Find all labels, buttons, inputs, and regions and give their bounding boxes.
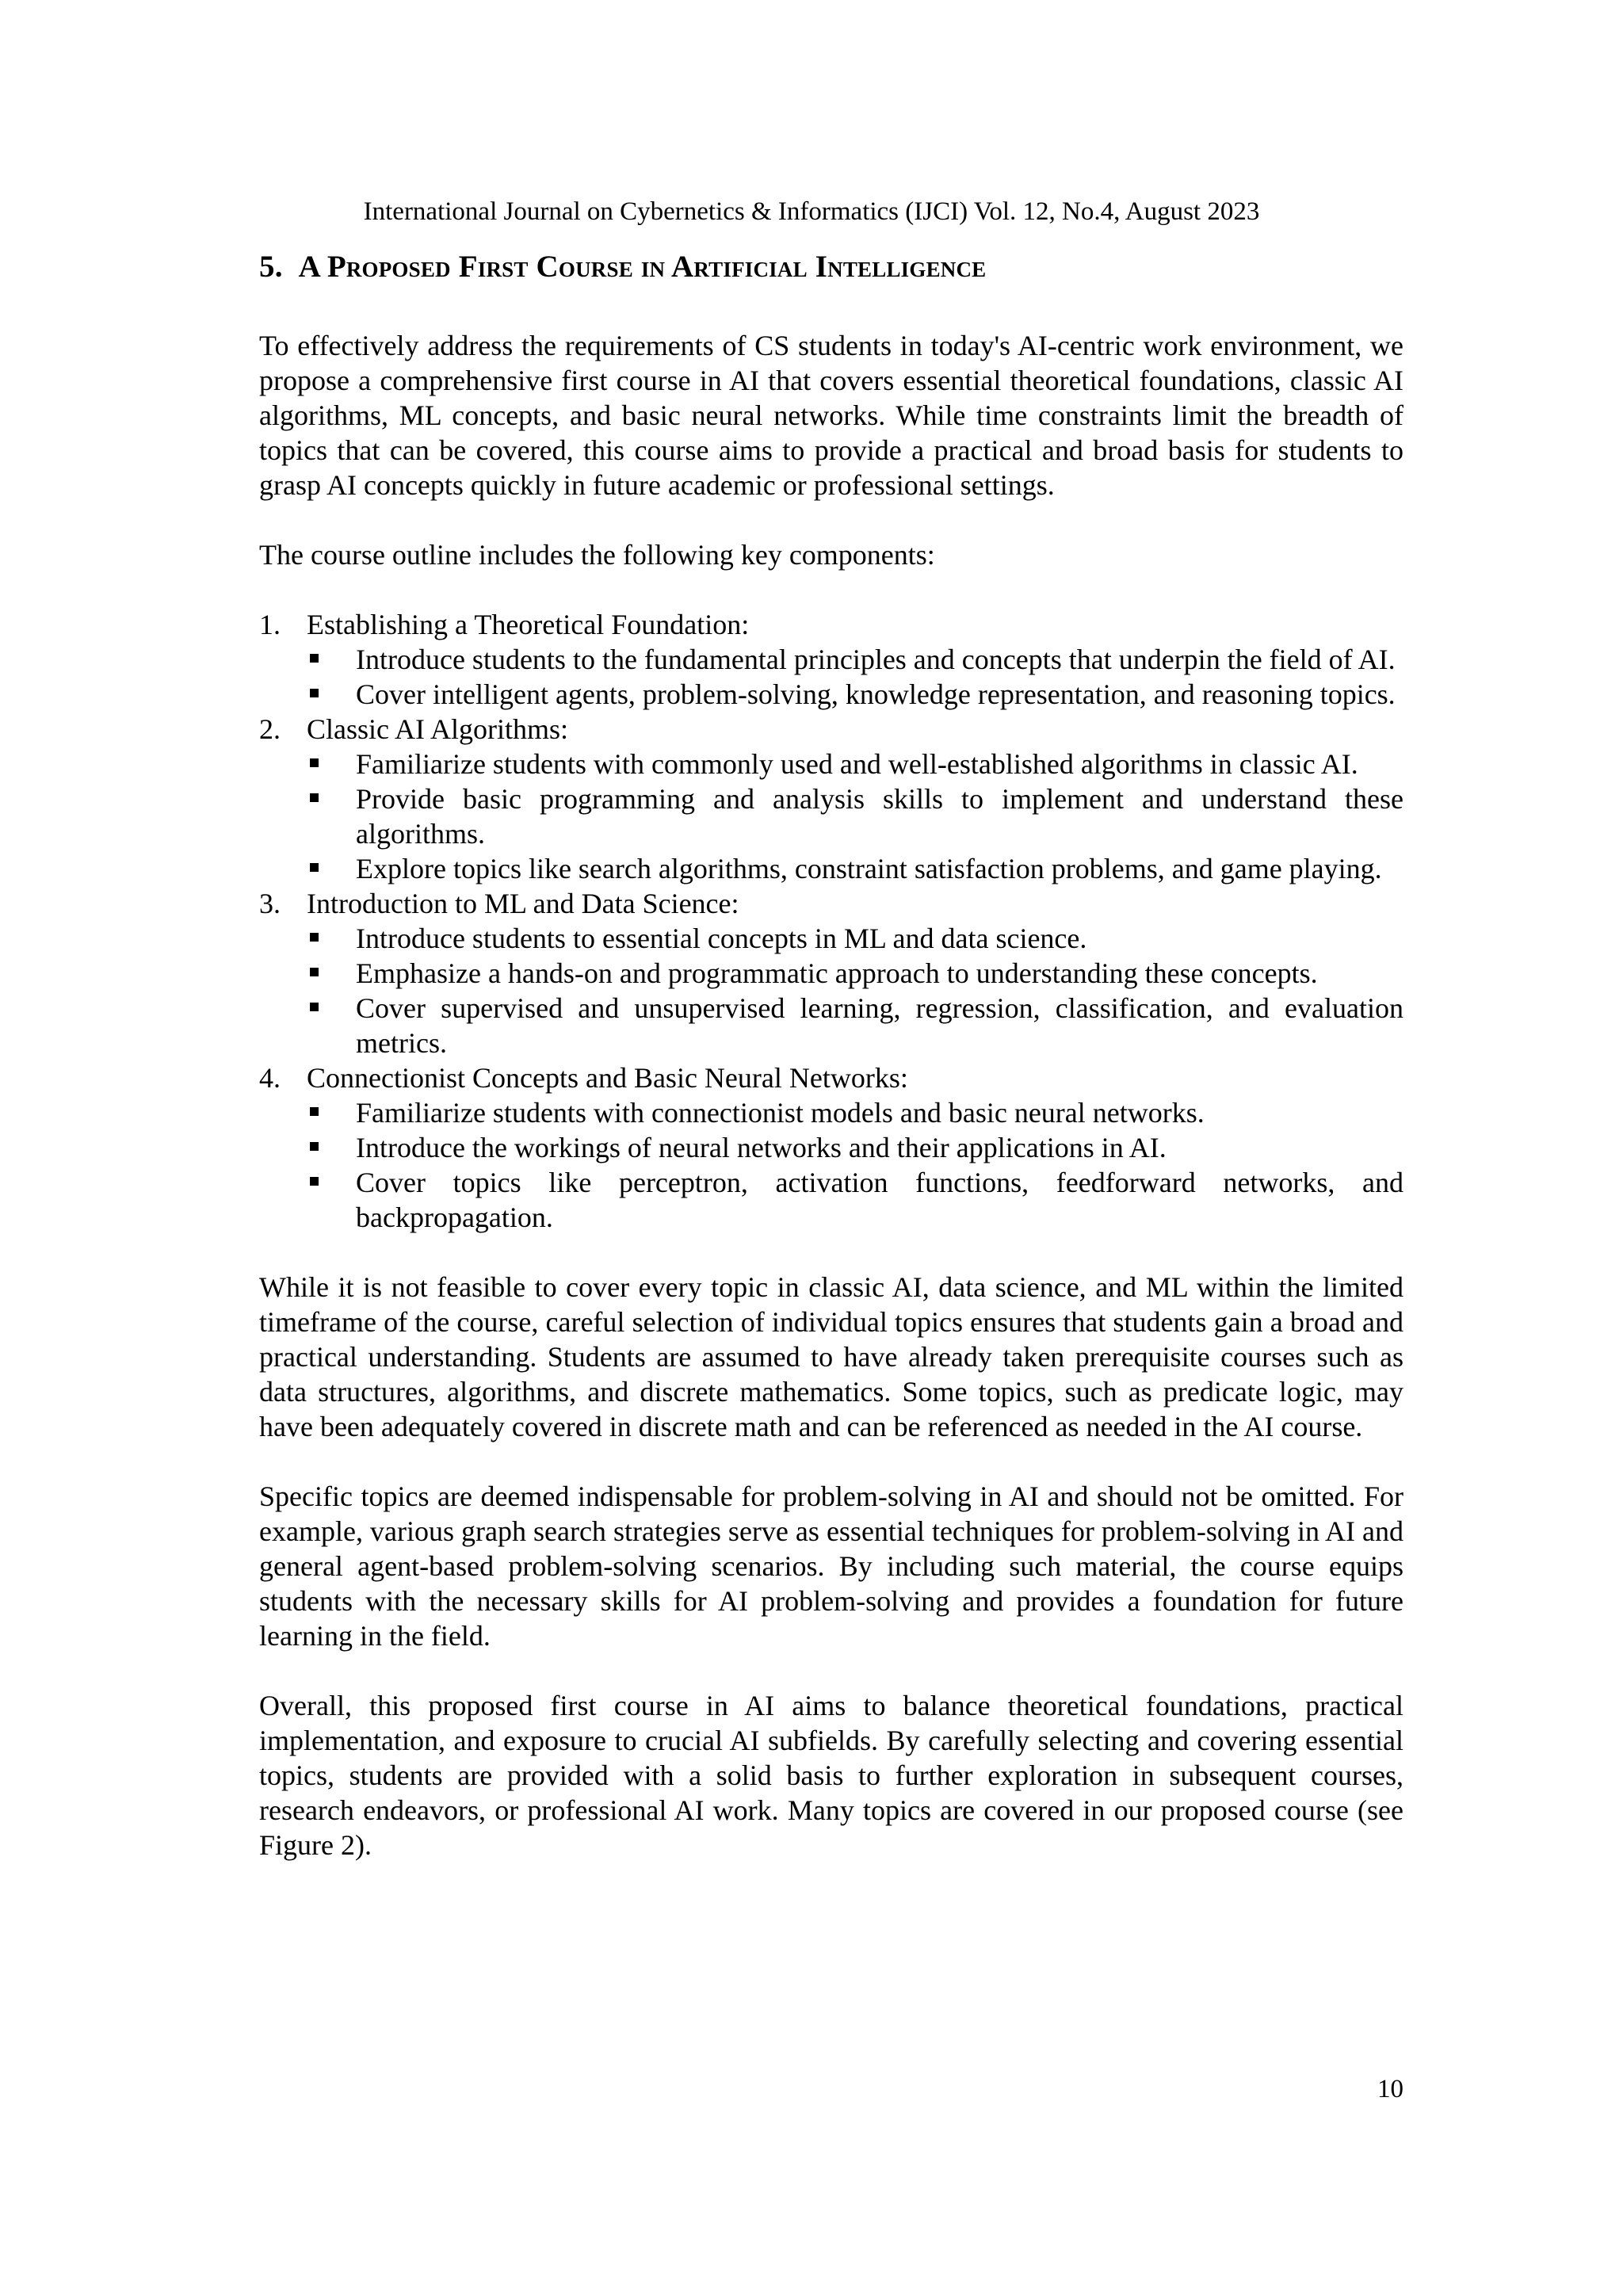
outline-item-title: Connectionist Concepts and Basic Neural Networks: <box>307 1062 908 1094</box>
outline-bullet-text: Emphasize a hands-on and programmatic approach to understanding these concepts. <box>356 957 1318 989</box>
outline-bullet <box>307 1165 1403 1235</box>
outline-bullet <box>307 677 1403 712</box>
square-bullet-icon <box>310 758 319 767</box>
section-number: 5. <box>259 250 283 284</box>
body-paragraph: Specific topics are deemed indispensable for problem-solving in AI and should not be omitted. For example, various graph search strategies serve as essential techniques for problem-solving in AI and general agent-based problem-solving scenarios. By including such material, the course equips students with the necessary skills for AI problem-solving and provides a foundation for future learning in the field. <box>259 1480 1403 1652</box>
outline-bullet-text: Introduce students to essential concepts in ML and data science. <box>356 923 1087 954</box>
page-content <box>259 247 1403 1897</box>
outline-bullet-list <box>307 642 1403 712</box>
square-bullet-icon <box>310 1107 319 1116</box>
course-outline-list <box>259 607 1403 1235</box>
outline-item <box>259 712 1403 886</box>
outline-bullet-text: Provide basic programming and analysis skills to implement and understand these algorithms. <box>356 783 1403 850</box>
outline-bullet-text: Cover topics like perceptron, activation functions, feedforward networks, and backpropagation. <box>356 1167 1403 1233</box>
running-header: International Journal on Cybernetics & Informatics (IJCI) Vol. 12, No.4, August 2023 <box>363 197 1260 226</box>
outline-bullet <box>307 642 1403 677</box>
square-bullet-icon <box>310 689 319 697</box>
outline-item <box>259 886 1403 1060</box>
square-bullet-icon <box>310 933 319 942</box>
outline-item <box>259 607 1403 712</box>
body-paragraph: Overall, this proposed first course in AI aims to balance theoretical foundations, practical implementation, and exposure to crucial AI subfields. By carefully selecting and covering essential topics, students are provided with a solid basis to further exploration in subsequent courses, research endeavors, or professional AI work. Many topics are covered in our proposed course (see Figure 2). <box>259 1690 1403 1861</box>
outline-item-title: Classic AI Algorithms: <box>307 713 569 745</box>
section-heading <box>259 247 1403 287</box>
outline-item-number: 2. <box>259 713 281 745</box>
outline-item-number: 1. <box>259 609 281 640</box>
outline-bullet-text: Explore topics like search algorithms, constraint satisfaction problems, and game playing. <box>356 853 1382 884</box>
intro-paragraph: To effectively address the requirements of CS students in today's AI-centric work environment, we propose a comprehensive first course in AI that covers essential theoretical foundations, classic AI algorithms, ML concepts, and basic neural networks. While time constraints limit the breadth of topics that can be covered, this course aims to provide a practical and broad basis for students to grasp AI concepts quickly in future academic or professional settings. <box>259 330 1403 501</box>
square-bullet-icon <box>310 968 319 976</box>
outline-bullet-text: Familiarize students with connectionist models and basic neural networks. <box>356 1097 1205 1129</box>
outline-bullet <box>307 851 1403 886</box>
outline-bullet <box>307 1130 1403 1165</box>
square-bullet-icon <box>310 1142 319 1151</box>
outline-bullet <box>307 1095 1403 1130</box>
outline-lead-paragraph: The course outline includes the following key components: <box>259 539 935 571</box>
square-bullet-icon <box>310 1177 319 1186</box>
outline-bullet <box>307 747 1403 781</box>
outline-item-number: 4. <box>259 1062 281 1094</box>
outline-item-number: 3. <box>259 888 281 919</box>
outline-bullet <box>307 991 1403 1060</box>
outline-bullet-list <box>307 921 1403 1060</box>
section-title: A Proposed First Course in Artificial Intelligence <box>298 250 987 284</box>
outline-item-title: Establishing a Theoretical Foundation: <box>307 609 750 640</box>
square-bullet-icon <box>310 654 319 663</box>
outline-bullet-text: Introduce students to the fundamental principles and concepts that underpin the field of AI. <box>356 644 1396 675</box>
outline-bullet-text: Cover supervised and unsupervised learning, regression, classification, and evaluation metrics. <box>356 992 1403 1059</box>
outline-bullet-text: Cover intelligent agents, problem-solving, knowledge representation, and reasoning topics. <box>356 678 1396 710</box>
outline-item <box>259 1060 1403 1235</box>
page-number: 10 <box>1377 2075 1403 2103</box>
outline-bullet <box>307 781 1403 851</box>
outline-bullet-list <box>307 1095 1403 1235</box>
outline-bullet-list <box>307 747 1403 886</box>
body-paragraph: While it is not feasible to cover every topic in classic AI, data science, and ML within the limited timeframe of the course, careful selection of individual topics ensures that students gain a broad and practical understanding. Students are assumed to have already taken prerequisite courses such as data structures, algorithms, and discrete mathematics. Some topics, such as predicate logic, may have been adequately covered in discrete math and can be referenced as needed in the AI course. <box>259 1271 1403 1442</box>
square-bullet-icon <box>310 793 319 802</box>
square-bullet-icon <box>310 1003 319 1011</box>
outline-bullet-text: Familiarize students with commonly used and well-established algorithms in classic AI. <box>356 748 1358 780</box>
outline-bullet <box>307 956 1403 991</box>
square-bullet-icon <box>310 863 319 872</box>
outline-bullet <box>307 921 1403 956</box>
outline-bullet-text: Introduce the workings of neural networks and their applications in AI. <box>356 1132 1167 1163</box>
outline-item-title: Introduction to ML and Data Science: <box>307 888 739 919</box>
